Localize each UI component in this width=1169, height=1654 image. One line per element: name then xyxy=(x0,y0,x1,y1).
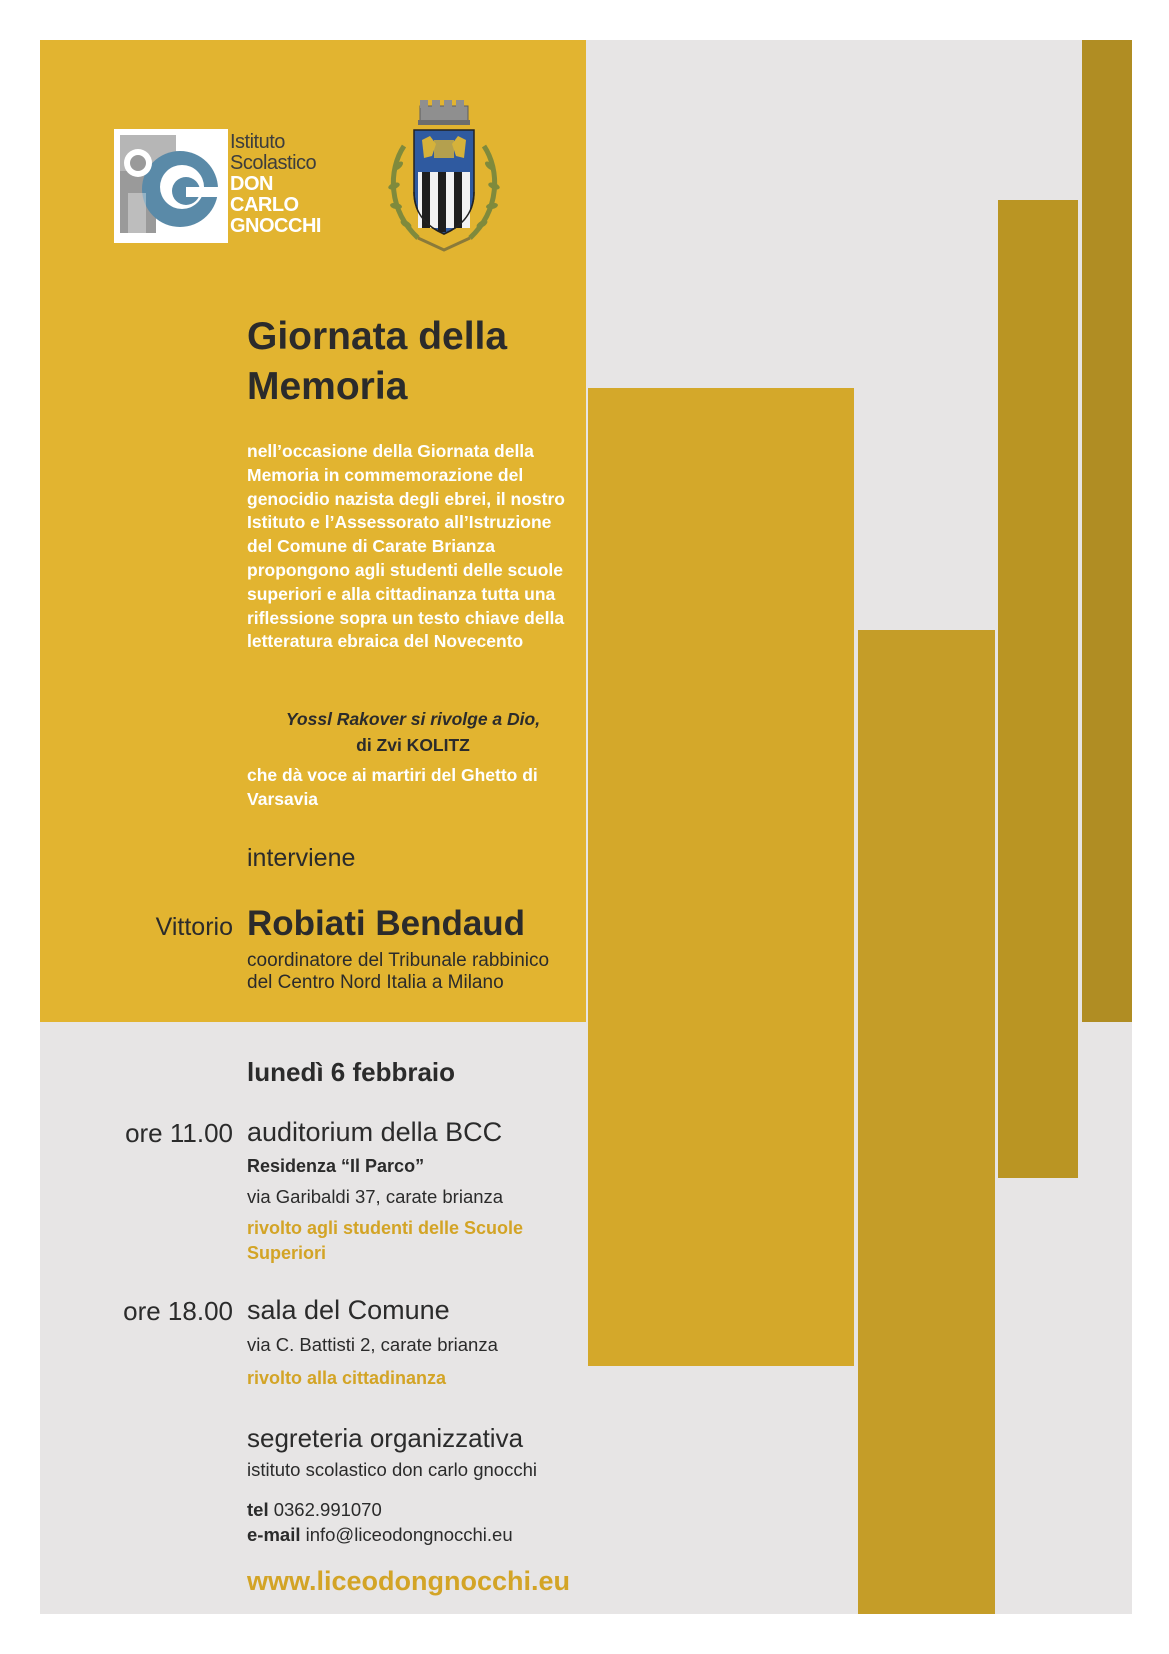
speaker-surname: Robiati Bendaud xyxy=(247,904,526,943)
contact-email xyxy=(247,1524,513,1546)
secretariat-title: segreteria organizzativa xyxy=(247,1423,524,1453)
speaker-role xyxy=(247,950,577,994)
book-context-text: che dà voce ai martiri del Ghetto di Varsavia xyxy=(247,765,538,809)
school-logo-text xyxy=(230,132,321,237)
coat-of-arms-icon xyxy=(378,100,510,268)
book-author: di Zvi KOLITZ xyxy=(356,735,470,755)
session-1-residence: Residenza “Il Parco” xyxy=(247,1156,425,1176)
featured-book xyxy=(247,706,579,758)
logo-line-don: DON xyxy=(230,173,273,195)
session-1-audience: rivolto agli studenti delle Scuole Superiori xyxy=(247,1218,524,1263)
phone-number[interactable]: 0362.991070 xyxy=(273,1499,382,1520)
phone-label: tel xyxy=(247,1499,269,1520)
contact-phone xyxy=(247,1499,382,1521)
decorative-bar-2 xyxy=(858,630,995,1614)
event-date: lunedì 6 febbraio xyxy=(247,1057,456,1087)
speaker-first-name: Vittorio xyxy=(155,913,233,941)
session-1-venue: auditorium della BCC xyxy=(247,1117,503,1147)
event-title-line1: Giornata della xyxy=(247,315,508,358)
email-address[interactable]: info@liceodongnocchi.eu xyxy=(305,1524,513,1545)
speaker-intro: interviene xyxy=(247,844,356,872)
event-intro-text: nell’occasione della Giornata della Memoria in commemorazione del genocidio nazista degli ebrei, il nostro Istituto e l’Assessorato all’Istruzione del Comune di Carate Brianza propongono agli studenti delle scuole superiori e alla cittadinanza tutta una riflessione sopra un testo chiave della letteratura ebraica del Novecento xyxy=(247,441,565,652)
event-title-line2: Memoria xyxy=(247,365,408,408)
school-logo xyxy=(114,126,344,242)
session-2-venue: sala del Comune xyxy=(247,1295,450,1325)
speaker-role-line1: coordinatore del Tribunale rabbinico xyxy=(247,950,550,971)
logo-line-istituto: Istituto xyxy=(230,131,285,153)
decorative-bar-4 xyxy=(1082,40,1132,1022)
secretariat-institution: istituto scolastico don carlo gnocchi xyxy=(247,1459,537,1480)
session-2-address: via C. Battisti 2, carate brianza xyxy=(247,1334,498,1355)
decorative-bar-3 xyxy=(998,200,1078,1178)
event-title xyxy=(247,312,577,412)
logo-line-gnocchi: GNOCCHI xyxy=(230,215,321,237)
logo-line-carlo: CARLO xyxy=(230,194,299,216)
email-label: e-mail xyxy=(247,1524,301,1545)
school-logo-mark xyxy=(114,129,228,243)
speaker-role-line2: del Centro Nord Italia a Milano xyxy=(247,972,504,993)
session-2-audience: rivolto alla cittadinanza xyxy=(247,1368,447,1388)
website-link[interactable]: www.liceodongnocchi.eu xyxy=(247,1566,571,1596)
session-2-time: ore 18.00 xyxy=(123,1296,233,1326)
logo-line-scolastico: Scolastico xyxy=(230,152,317,174)
book-title: Yossl Rakover si rivolge a Dio, xyxy=(285,709,541,729)
session-1-time: ore 11.00 xyxy=(125,1118,233,1148)
session-1-address: via Garibaldi 37, carate brianza xyxy=(247,1186,504,1207)
decorative-bar-1 xyxy=(588,388,854,1366)
